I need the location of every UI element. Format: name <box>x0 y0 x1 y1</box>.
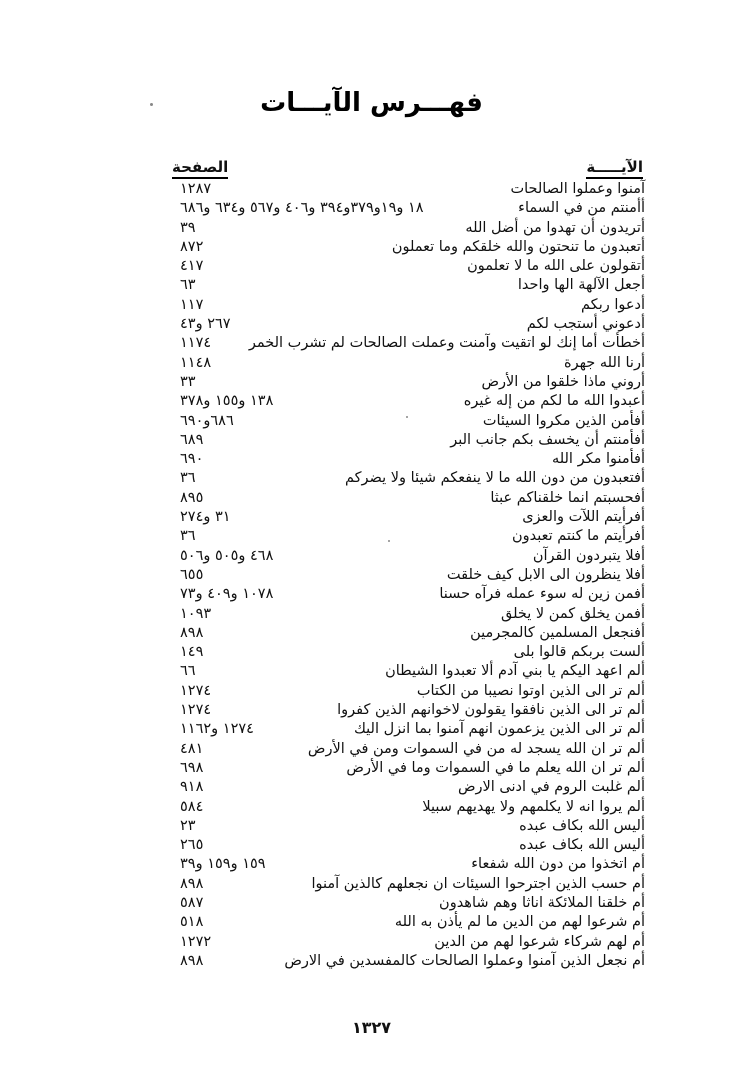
index-row <box>150 585 645 604</box>
verse-text: أدعوا ربكم <box>581 296 645 313</box>
index-row <box>150 875 645 894</box>
page-reference: ١٢٧٤ و١١٦٢ <box>180 721 254 738</box>
index-row <box>150 740 645 759</box>
verse-text: أفرأيتم اللآت والعزى <box>522 509 645 526</box>
index-row <box>150 527 645 546</box>
index-row <box>150 933 645 952</box>
page-reference: ٨٩٨ <box>180 952 204 969</box>
page-reference: ٣١ و٢٧٤ <box>180 509 231 526</box>
verse-text: ألم غلبت الروم في ادنى الارض <box>457 779 645 796</box>
scan-speck <box>406 416 408 418</box>
page-reference: ٤١٧ <box>180 258 204 275</box>
verse-text: أروني ماذا خلقوا من الأرض <box>481 373 645 390</box>
index-row <box>150 219 645 238</box>
page-reference: ٦٨٦و٦٩٠ <box>180 412 234 429</box>
verse-text: أخطأت أما إنك لو اتقيت وآمنت وعملت الصالحات لم تشرب الخمر <box>248 335 645 352</box>
index-row <box>150 296 645 315</box>
page-reference: ٢٦٥ <box>180 837 204 854</box>
index-row <box>150 276 645 295</box>
verse-text: أتعبدون ما تنحتون والله خلقكم وما تعملون <box>391 238 645 255</box>
scan-speck <box>150 103 153 106</box>
page-reference: ١٨ و١٩و٣٧٩و٣٩٤ و٤٠٦ و٥٦٧ و٦٣٤ و٦٨٦ <box>180 200 424 217</box>
page-reference: ١٢٧٢ <box>180 933 212 950</box>
verse-text: أجعل الآلهة الها واحدا <box>517 277 645 294</box>
page-reference: ١١٤٨ <box>180 354 212 371</box>
verse-text: أفلا ينظرون الى الابل كيف خلقت <box>446 566 645 583</box>
verse-text: ألم تر الى الذين اوتوا نصيبا من الكتاب <box>416 682 645 699</box>
page-reference: ١٢٨٧ <box>180 181 212 197</box>
column-header-ayah: الآيـــــة <box>586 158 643 179</box>
verse-text: أتقولون على الله ما لا تعلمون <box>467 258 645 275</box>
verse-text: أفنجعل المسلمين كالمجرمين <box>470 624 645 641</box>
verse-text: ألم يروا انه لا يكلمهم ولا يهديهم سبيلا <box>422 798 645 815</box>
verse-text: أفتعبدون من دون الله ما لا ينفعكم شيئا ولا يضركم <box>345 470 645 487</box>
page-reference: ٩١٨ <box>180 779 204 796</box>
page-reference: ١٤٩ <box>180 644 204 661</box>
index-row <box>150 894 645 913</box>
page-reference: ١٠٧٨ و٤٠٩ و٧٣ <box>180 586 274 603</box>
verse-text: أفرأيتم ما كنتم تعبدون <box>511 528 645 545</box>
index-row <box>150 257 645 276</box>
page-reference: ١١٧٤ <box>180 335 212 352</box>
verse-text: أم لهم شركاء شرعوا لهم من الدين <box>434 933 645 950</box>
verse-text: أليس الله بكاف عبده <box>519 837 645 854</box>
index-row <box>150 566 645 585</box>
page-reference: ٦٦ <box>180 663 196 680</box>
verse-text: أم حسب الذين اجترحوا السيئات ان نجعلهم كالذين آمنوا <box>311 875 645 892</box>
verse-text: أفمن زين له سوء عمله فرآه حسنا <box>439 586 645 603</box>
verse-text: أأمنتم من في السماء <box>518 200 645 217</box>
page-reference: ٦٣ <box>180 277 196 294</box>
page-reference: ٦٩٨ <box>180 759 204 776</box>
page-reference: ٢٦٧ و٤٣ <box>180 316 231 333</box>
index-row <box>150 798 645 817</box>
index-row <box>150 180 645 199</box>
index-row <box>150 836 645 855</box>
index-row <box>150 605 645 624</box>
index-row <box>150 913 645 932</box>
verse-text: أليس الله بكاف عبده <box>519 817 645 834</box>
index-row <box>150 701 645 720</box>
page-reference: ١٢٧٤ <box>180 702 212 719</box>
page-reference: ٣٦ <box>180 528 196 545</box>
column-header-page: الصفحة <box>172 158 228 179</box>
page-reference: ٣٦ <box>180 470 196 487</box>
page-reference: ٨٧٢ <box>180 238 204 255</box>
index-row <box>150 682 645 701</box>
page-reference: ٣٩ <box>180 219 196 236</box>
index-row <box>150 354 645 373</box>
page-reference: ٢٣ <box>180 817 196 834</box>
index-row <box>150 759 645 778</box>
verse-text: ألم تر الى الذين يزعمون انهم آمنوا بما انزل اليك <box>353 721 645 738</box>
verse-text: أفأمنوا مكر الله <box>551 451 645 468</box>
verse-text: أدعوني أستجب لكم <box>526 316 645 333</box>
index-row <box>150 334 645 353</box>
verse-text: آمنوا وعملوا الصالحات <box>510 181 645 197</box>
page-reference: ٣٣ <box>180 373 196 390</box>
verse-text: ألست بربكم قالوا بلى <box>513 644 645 661</box>
page-title: فهـــرس الآيـــات <box>260 88 483 118</box>
verse-text: أعبدوا الله ما لكم من إله غيره <box>463 393 645 410</box>
index-row <box>150 199 645 218</box>
page-reference: ١٣٨ و١٥٥ و٣٧٨ <box>180 393 274 410</box>
index-row <box>150 450 645 469</box>
page-reference: ٥٨٤ <box>180 798 204 815</box>
verse-text: أرنا الله جهرة <box>564 354 645 371</box>
verse-text: أفمن يخلق كمن لا يخلق <box>501 605 645 622</box>
index-list <box>150 180 645 971</box>
index-row <box>150 643 645 662</box>
verse-text: أفحسبتم انما خلقناكم عبثا <box>490 489 645 506</box>
page-reference: ١١٧ <box>180 296 204 313</box>
page-number: ١٣٢٧ <box>351 1018 392 1037</box>
verse-text: ألم تر ان الله يسجد له من في السموات ومن في الأرض <box>307 740 645 757</box>
page-reference: ٤٦٨ و٥٠٥ و٥٠٦ <box>180 547 274 564</box>
scan-speck <box>388 540 390 542</box>
verse-text: ألم تر ان الله يعلم ما في السموات وما في الأرض <box>346 759 645 776</box>
index-row <box>150 373 645 392</box>
page-reference: ٨٩٨ <box>180 875 204 892</box>
page-reference: ١٢٧٤ <box>180 682 212 699</box>
verse-text: أم شرعوا لهم من الدين ما لم يأذن به الله <box>394 914 645 931</box>
index-row <box>150 624 645 643</box>
index-row <box>150 238 645 257</box>
page-reference: ٥١٨ <box>180 914 204 931</box>
verse-text: أم نجعل الذين آمنوا وعملوا الصالحات كالمفسدين في الارض <box>284 952 645 969</box>
index-row <box>150 508 645 527</box>
index-row <box>150 431 645 450</box>
verse-text: أفأمن الذين مكروا السيئات <box>482 412 645 429</box>
page-reference: ٦٥٥ <box>180 566 204 583</box>
index-row <box>150 489 645 508</box>
index-row <box>150 952 645 971</box>
index-row <box>150 778 645 797</box>
index-row <box>150 662 645 681</box>
index-row <box>150 392 645 411</box>
index-row <box>150 855 645 874</box>
index-row <box>150 547 645 566</box>
verse-text: أتريدون أن تهدوا من أضل الله <box>465 219 645 236</box>
verse-text: ألم تر الى الذين نافقوا يقولون لاخوانهم الذين كفروا <box>337 702 645 719</box>
index-row <box>150 469 645 488</box>
index-row <box>150 412 645 431</box>
page-reference: ٨٩٥ <box>180 489 204 506</box>
page-reference: ٥٨٧ <box>180 894 204 911</box>
verse-text: ألم اعهد اليكم يا بني آدم ألا تعبدوا الشيطان <box>385 663 645 680</box>
index-row <box>150 315 645 334</box>
page-reference: ٦٨٩ <box>180 431 204 448</box>
page-reference: ١٥٩ و١٥٩ و٣٩ <box>180 856 266 873</box>
page-reference: ١٠٩٣ <box>180 605 212 622</box>
verse-text: أفلا يتبردون القرآن <box>532 547 645 564</box>
index-row <box>150 720 645 739</box>
page-reference: ٨٩٨ <box>180 624 204 641</box>
verse-text: أم خلقنا الملائكة اناثا وهم شاهدون <box>439 894 645 911</box>
page-reference: ٤٨١ <box>180 740 204 757</box>
verse-text: أفأمنتم أن يخسف بكم جانب البر <box>450 431 645 448</box>
verse-text: أم اتخذوا من دون الله شفعاء <box>471 856 645 873</box>
index-row <box>150 817 645 836</box>
page-reference: ٦٩٠ <box>180 451 204 468</box>
